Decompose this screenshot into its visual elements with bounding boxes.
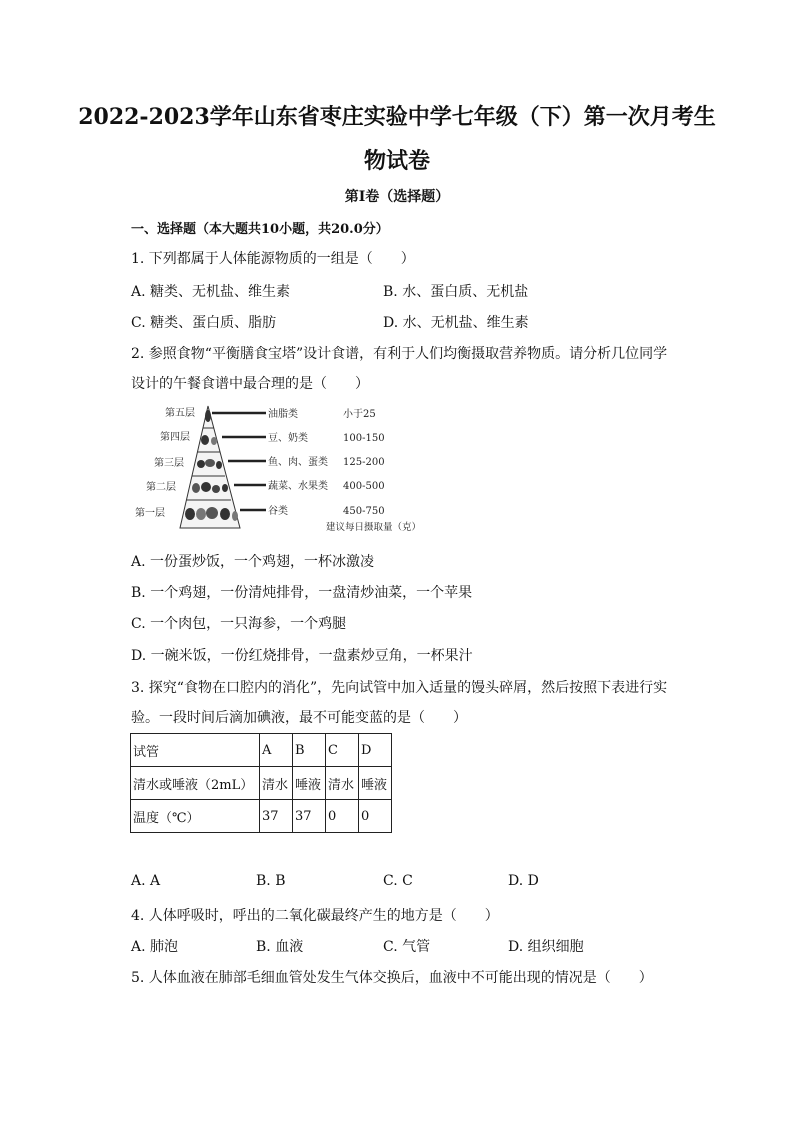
table-cell: D bbox=[359, 734, 392, 767]
pyramid-food-label: 油脂类 bbox=[268, 409, 298, 420]
pyramid-layer-label: 第四层 bbox=[160, 432, 190, 443]
pyramid-food-label: 鱼、肉、蛋类 bbox=[268, 457, 328, 468]
pyramid-footer-label: 建议每日摄取量（克） bbox=[326, 522, 422, 533]
table-cell: 唾液 bbox=[359, 767, 392, 800]
pyramid-layer-label: 第二层 bbox=[146, 482, 176, 493]
q1-option-b: B. 水、蛋白质、无机盐 bbox=[383, 284, 529, 300]
q3-option-b: B. B bbox=[256, 873, 286, 889]
pyramid-layer-label: 第三层 bbox=[154, 458, 184, 469]
pyramid-food-label: 蔬菜、水果类 bbox=[268, 481, 328, 492]
q3-experiment-table bbox=[130, 733, 392, 833]
table-cell: 0 bbox=[359, 800, 392, 833]
part-heading: 第Ⅰ卷（选择题） bbox=[344, 189, 450, 205]
q1-stem: 1. 下列都属于人体能源物质的一组是（ ） bbox=[131, 251, 415, 267]
q1-option-a: A. 糖类、无机盐、维生素 bbox=[131, 284, 291, 300]
pyramid-food-label: 谷类 bbox=[268, 506, 288, 517]
table-cell: 清水 bbox=[260, 767, 293, 800]
q4-option-d: D. 组织细胞 bbox=[508, 939, 584, 955]
table-cell: 清水 bbox=[326, 767, 359, 800]
pyramid-food-label: 豆、奶类 bbox=[268, 433, 308, 444]
table-cell: 试管 bbox=[131, 734, 260, 767]
pyramid-layer-label: 第一层 bbox=[135, 508, 165, 519]
section-heading: 一、选择题（本大题共10小题，共20.0分） bbox=[131, 222, 389, 237]
q2-option-d: D. 一碗米饭，一份红烧排骨，一盘素炒豆角，一杯果汁 bbox=[131, 648, 473, 664]
pyramid-amount-label: 125-200 bbox=[343, 457, 385, 468]
pyramid-amount-label: 100-150 bbox=[343, 433, 385, 444]
q2-option-a: A. 一份蛋炒饭，一个鸡翅，一杯冰激凌 bbox=[131, 554, 375, 570]
q2-option-b: B. 一个鸡翅，一份清炖排骨，一盘清炒油菜，一个苹果 bbox=[131, 585, 473, 601]
document-title-line-1: 2022-2023学年山东省枣庄实验中学七年级（下）第一次月考生 bbox=[78, 104, 716, 130]
table-cell: 清水或唾液（2mL） bbox=[131, 767, 260, 800]
q5-stem: 5. 人体血液在肺部毛细血管处发生气体交换后，血液中不可能出现的情况是（ ） bbox=[131, 970, 653, 986]
q4-option-c: C. 气管 bbox=[383, 939, 431, 955]
table-cell: 0 bbox=[326, 800, 359, 833]
q3-option-d: D. D bbox=[508, 873, 539, 889]
document-title-line-2: 物试卷 bbox=[363, 148, 430, 174]
table-cell: 唾液 bbox=[293, 767, 326, 800]
food-pyramid-figure bbox=[130, 400, 422, 538]
q2-stem-line-2: 设计的午餐食谱中最合理的是（ ） bbox=[131, 376, 369, 392]
table-row bbox=[131, 800, 392, 833]
table-cell: A bbox=[260, 734, 293, 767]
q2-option-c: C. 一个肉包，一只海参，一个鸡腿 bbox=[131, 616, 347, 632]
q1-option-c: C. 糖类、蛋白质、脂肪 bbox=[131, 315, 277, 331]
pyramid-amount-label: 450-750 bbox=[343, 506, 385, 517]
q3-option-c: C. C bbox=[383, 873, 413, 889]
q2-stem-line-1: 2. 参照食物“平衡膳食宝塔”设计食谱，有利于人们均衡摄取营养物质。请分析几位同学 bbox=[131, 346, 668, 362]
q4-stem: 4. 人体呼吸时，呼出的二氧化碳最终产生的地方是（ ） bbox=[131, 908, 499, 924]
q1-option-d: D. 水、无机盐、维生素 bbox=[383, 315, 529, 331]
table-cell: 37 bbox=[260, 800, 293, 833]
q3-option-a: A. A bbox=[131, 873, 161, 889]
q4-option-a: A. 肺泡 bbox=[131, 939, 179, 955]
pyramid-amount-label: 400-500 bbox=[343, 481, 385, 492]
table-cell: 37 bbox=[293, 800, 326, 833]
table-row bbox=[131, 767, 392, 800]
table-cell: B bbox=[293, 734, 326, 767]
q3-stem-line-1: 3. 探究“食物在口腔内的消化”，先向试管中加入适量的馒头碎屑，然后按照下表进行实 bbox=[131, 680, 668, 696]
q4-option-b: B. 血液 bbox=[256, 939, 304, 955]
q3-stem-line-2: 验。一段时间后滴加碘液，最不可能变蓝的是（ ） bbox=[131, 710, 467, 726]
pyramid-amount-label: 小于25 bbox=[343, 409, 376, 420]
pyramid-layer-label: 第五层 bbox=[165, 408, 195, 419]
table-row bbox=[131, 734, 392, 767]
table-cell: 温度（℃） bbox=[131, 800, 260, 833]
table-cell: C bbox=[326, 734, 359, 767]
